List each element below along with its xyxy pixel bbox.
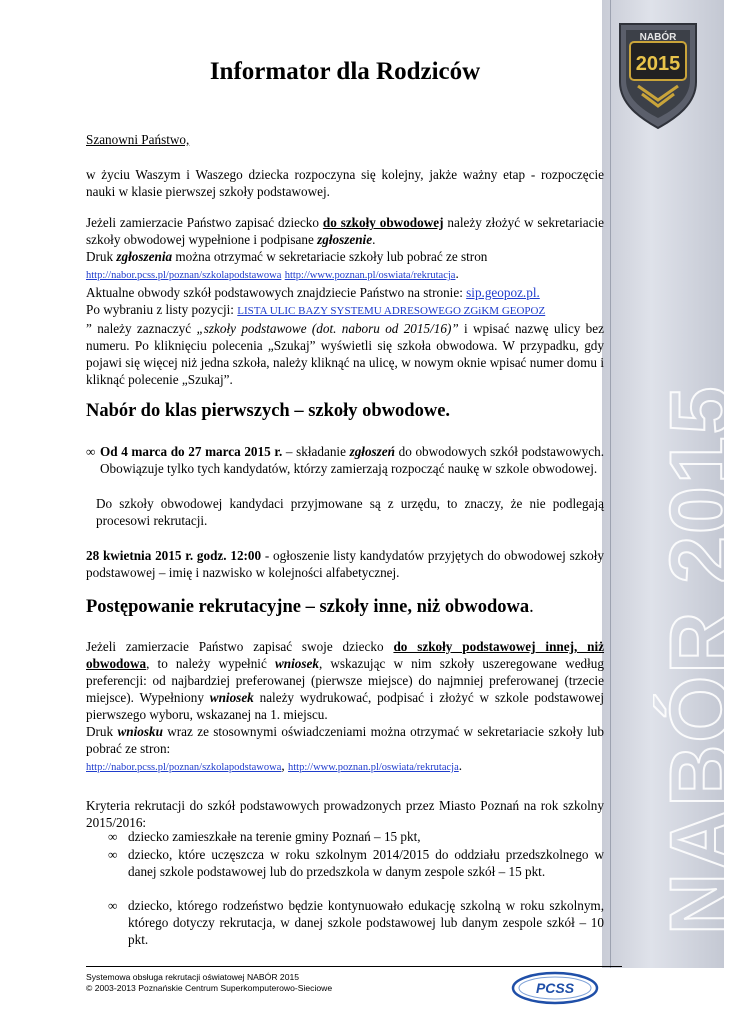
footer-line-2: © 2003-2013 Poznańskie Centrum Superkomputerowo-Sieciowe: [86, 983, 333, 993]
text-span: , to należy wypełnić: [146, 656, 275, 671]
text-span: ” należy zaznaczyć: [86, 321, 197, 336]
section-heading-inne: [86, 599, 534, 616]
link-nabor-pcss[interactable]: http://nabor.pcss.pl/poznan/szkolapodstawowa: [86, 270, 282, 281]
text-span: , wskazując w nim szkoły uszeregowane według preferencji: od najbardziej preferowanej (pierwsze miejsce) do najmniej preferowanej (trzecie miejsce). Wypełniony: [86, 656, 604, 705]
emphasis-text: wniosek: [209, 690, 254, 705]
quoted-option: „szkoły podstawowe (dot. naboru od 2015/16)”: [196, 321, 459, 336]
heading-dot: .: [529, 597, 534, 617]
infinity-bullet-icon: ∞: [108, 829, 118, 844]
text-span: Jeżeli zamierzacie Państwo zapisać swoje dziecko: [86, 639, 394, 654]
text-span: i wpisać nazwę ulicy bez numeru. Po kliknięciu polecenia „Szukaj” wyświetli się szkoła obwodowa. W przypadku, gdy pojawi się więcej niż jedna szkoła, należy kliknąć na ulicę, w nowym oknie wpisać numer domu i kliknąć polecenie „Szukaj”.: [86, 321, 604, 387]
band-watermark-text: NABÓR 2015: [653, 384, 749, 935]
text-span: – składanie: [282, 444, 350, 459]
criterion-text: dziecko, które uczęszcza w roku szkolnym 2014/2015 do oddziału przedszkolnego w danej szkole podstawowej lub do przedszkola w danym zespole szkół – 15 pkt.: [128, 847, 604, 879]
emphasis-text: wniosek: [274, 656, 319, 671]
infinity-bullet-icon: ∞: [108, 847, 118, 862]
text-span: .: [455, 266, 459, 281]
text-span: wraz ze stosownymi oświadczeniami można otrzymać w sekretariacie szkoły lub pobrać ze stron:: [86, 724, 604, 756]
band-divider: [610, 0, 611, 968]
criteria-intro: Kryteria rekrutacji do szkół podstawowych prowadzonych przez Miasto Poznań na rok szkolny 2015/2016:: [86, 798, 604, 830]
link-poznan-rekrutacja[interactable]: http://www.poznan.pl/oswiata/rekrutacja: [284, 270, 456, 281]
emphasis-text: zgłoszenie: [317, 232, 373, 247]
text-span: Druk: [86, 724, 118, 739]
text-span: - ogłoszenie listy kandydatów przyjętych do obwodowej szkoły podstawowej – imię i nazwisko w kolejności alfabetycznej.: [86, 548, 604, 580]
heading-text: Postępowanie rekrutacyjne – szkoły inne, niż obwodowa: [86, 597, 530, 617]
link-sip-geopoz[interactable]: sip.geopoz.pl.: [466, 285, 540, 300]
criterion-text: dziecko, którego rodzeństwo będzie kontynuowało edukację szkolną w roku szkolnym, którego dotyczy rekrutacja, w danej szkole podstawowej lub danym zespole szkół – 10 pkt.: [128, 898, 604, 947]
section-heading-obwodowe: Nabór do klas pierwszych – szkoły obwodowe.: [86, 401, 451, 421]
emphasis-text: do szkoły podstawowej innej, niż obwodowa: [86, 639, 604, 671]
infinity-bullet-icon: ∞: [86, 444, 96, 459]
infinity-bullet-icon: ∞: [108, 898, 118, 913]
other-school-paragraph: [86, 638, 604, 776]
text-span: Aktualne obwody szkół podstawowych znajdziecie Państwo na stronie:: [86, 285, 467, 300]
footer-line-1: Systemowa obsługa rekrutacji oświatowej NABÓR 2015: [86, 972, 300, 982]
link-nabor-pcss[interactable]: http://nabor.pcss.pl/poznan/szkolapodstawowa: [86, 762, 282, 773]
badge-top-text: NABÓR: [639, 32, 677, 43]
text-span: Druk: [86, 249, 117, 264]
text-span: można otrzymać w sekretariacie szkoły lub pobrać ze stron: [172, 249, 488, 264]
link-poznan-rekrutacja[interactable]: http://www.poznan.pl/oswiata/rekrutacja: [287, 762, 459, 773]
emphasis-text: zgłoszenia: [116, 249, 173, 264]
badge-year-text: 2015: [635, 53, 681, 75]
emphasis-text: wniosku: [117, 724, 163, 739]
text-span: ,: [281, 758, 288, 773]
text-span: Po wybraniu z listy pozycji:: [86, 302, 238, 317]
date-range: Od 4 marca do 27 marca 2015 r.: [100, 444, 283, 459]
page-title: Informator dla Rodziców: [209, 58, 481, 85]
emphasis-text: do szkoły obwodowej: [322, 215, 444, 230]
nabor-2015-badge-logo: [616, 20, 700, 130]
pcss-logo-text: PCSS: [535, 980, 575, 996]
link-lista-ulic[interactable]: LISTA ULIC BAZY SYSTEMU ADRESOWEGO ZGiKM GEOPOZ: [237, 305, 546, 317]
date-time: 28 kwietnia 2015 r. godz. 12:00: [86, 548, 262, 563]
text-span: Jeżeli zamierzacie Państwo zapisać dziecko: [86, 215, 323, 230]
text-span: należy wydrukować, podpisać i złożyć w szkole podstawowej pierwszego wyboru, wskazanej na 1. miejscu.: [86, 690, 605, 722]
note-paragraph: Do szkoły obwodowej kandydaci przyjmowane są z urzędu, to znaczy, że nie podlegają procesowi rekrutacji.: [96, 496, 604, 528]
text-span: należy złożyć w sekretariacie szkoły obwodowej wypełnione i podpisane: [86, 215, 604, 247]
footer-divider: [86, 966, 622, 967]
announcement-paragraph: [86, 547, 604, 581]
intro-paragraph: w życiu Waszym i Waszego dziecka rozpoczyna się kolejny, jakże ważny etap - rozpoczęcie nauki w klasie pierwszej szkoły podstawowej.: [86, 167, 604, 199]
text-span: .: [372, 232, 376, 247]
criterion-text: dziecko zamieszkałe na terenie gminy Poznań – 15 pkt,: [128, 829, 421, 844]
text-span: .: [458, 758, 463, 773]
emphasis-text: zgłoszeń: [349, 444, 395, 459]
pcss-logo: [510, 970, 600, 1006]
footer: [86, 972, 332, 994]
circuit-school-paragraph: [86, 214, 604, 388]
text-span: do obwodowych szkół podstawowych. Obowiązuje tylko tych kandydatów, którzy zamierzają rozpocząć naukę w szkole obwodowej.: [100, 444, 604, 476]
greeting: Szanowni Państwo,: [86, 132, 190, 147]
